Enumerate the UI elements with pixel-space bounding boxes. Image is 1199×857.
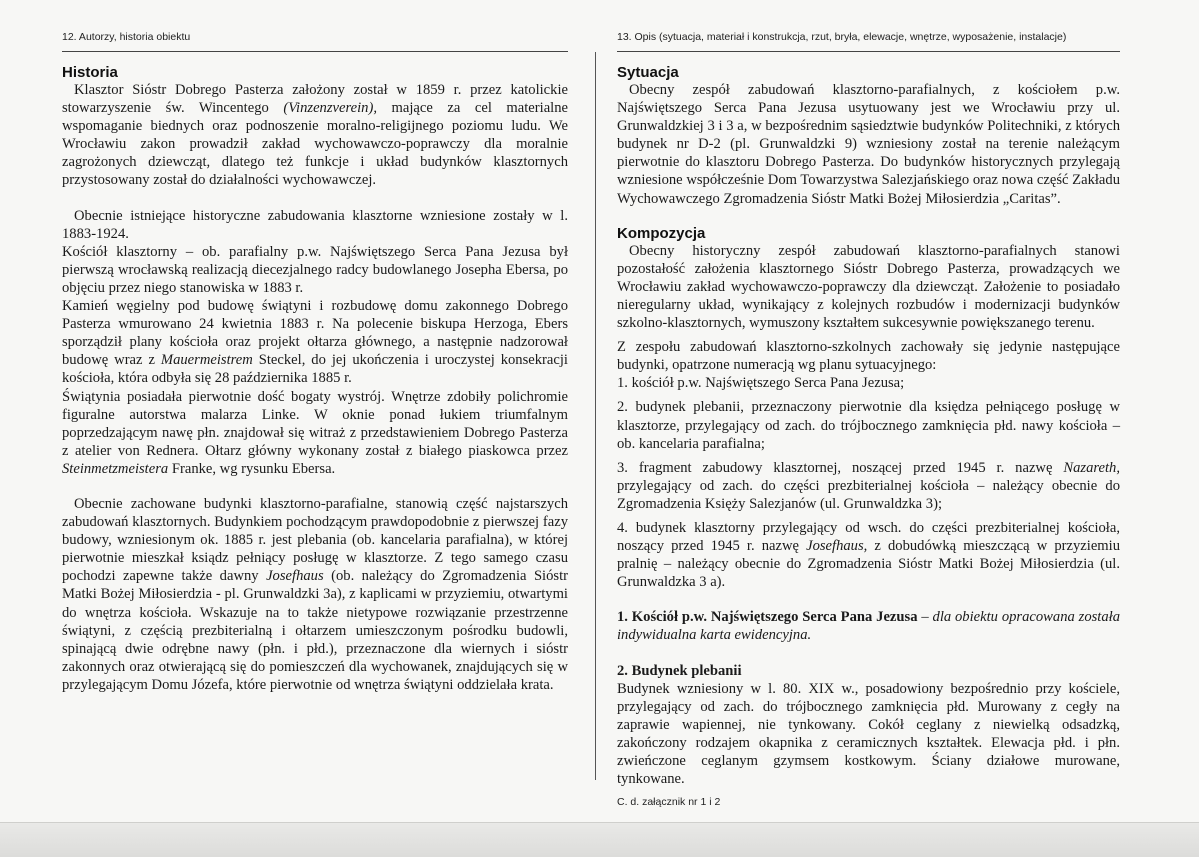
composition-paragraph-2: Z zespołu zabudowań klasztorno-szkolnych zachowały się jedynie następujące budynki, opatrzone numeracją wg planu sytuacyjnego: [617, 339, 1120, 374]
column-divider [595, 52, 596, 780]
presbytery-paragraph: Budynek wzniesiony w l. 80. XIX w., posadowiony bezpośrednio przy kościele, przylegający od zach. do trójbocznego zamknięcia płd. Murowany z cegły na zaprawie wapiennej, nie tynkowany. Cokół ceglany z niewielką odsadzką, zakończony rodzajem okapnika z ceramicznych kształtek. Elewacja płd. i płn. zwieńczone ceglanym gzymsem kostkowym. Ściany działowe murowane, tynkowane. [617, 680, 1120, 788]
history-section [62, 64, 568, 694]
history-title: Historia [62, 64, 118, 81]
situation-paragraph: Obecny zespół zabudowań klasztorno-parafialnych, z kościołem p.w. Najświętszego Serca Pana Jezusa usytuowany jest we Wrocławiu przy ul. Grunwaldzkiej 3 i 3 a, w bezpośrednim sąsiedztwie budynków Politechniki, z których budynek nr D-2 (pl. Grunwaldzki 9) wzniesiony został na terenie należącym pierwotnie do klasztoru Dobrego Pasterza. Do budynków historycznych przylegają wzniesione współcześnie Dom Towarzystwa Salezjańskiego oraz nowa część Zakładu Wychowawczego Zgromadzenia Sióstr Matki Bożej Miłosierdzia „Caritas”. [617, 82, 1120, 207]
history-paragraph-4: Kamień węgielny pod budowę świątyni i rozbudowę domu zakonnego Dobrego Pasterza wmurowano 24 kwietnia 1883 r. Na polecenie biskupa Herzoga, Ebers sporządził plany kościoła oraz projekt ołtarza głównego, a następnie nadzorował budowę wraz z Mauermeistrem Steckel, do jej ukończenia i uroczystej konsekracji kościoła, która odbyła się 28 października 1885 r. [62, 298, 568, 387]
list-item-1: 1. kościół p.w. Najświętszego Serca Pana Jezusa; [617, 375, 905, 392]
church-note: 1. Kościół p.w. Najświętszego Serca Pana Jezusa – dla obiektu opracowana została indywidualna karta ewidencyjna. [617, 609, 1120, 644]
list-item-4: 4. budynek klasztorny przylegający od wsch. do części prezbiterialnej kościoła, noszący przed 1945 r. nazwę Josefhaus, z dobudówką mieszczącą w przyziemiu pralnię – należący obecnie do Zgromadzenia Sióstr Matki Bożej Miłosierdzia (ul. Grunwaldzka 3 a). [617, 519, 1121, 591]
left-header-rule [62, 51, 568, 52]
history-paragraph-3: Kościół klasztorny – ob. parafialny p.w. Najświętszego Serca Pana Jezusa był pierwszą wrocławską realizacją diecezjalnego radcy budowlanego Josepha Ebersa, po objęciu przez niego stanowiska w 1883 r. [62, 243, 568, 296]
history-paragraph-2: Obecnie istniejące historyczne zabudowania klasztorne wzniesione zostały w l. 1883-1924. [62, 207, 568, 242]
situation-title: Sytuacja [617, 64, 679, 81]
list-item-2: 2. budynek plebanii, przeznaczony pierwotnie dla księdza pełniącego posługę w klasztorze, przylegający od zach. do trójbocznego zamknięcia płd. nawy kościoła – ob. kancelaria parafialna; [617, 399, 1120, 452]
left-column-header: 12. Autorzy, historia obiektu [62, 31, 191, 43]
attachment-note: C. d. załącznik nr 1 i 2 [617, 796, 721, 808]
right-column-header: 13. Opis (sytuacja, materiał i konstrukcja, rzut, bryła, elewacje, wnętrze, wyposażenie, instalacje) [617, 31, 1067, 43]
history-paragraph-6: Obecnie zachowane budynki klasztorno-parafialne, stanowią część najstarszych zabudowań klasztornych. Budynkiem pochodzącym prawdopodobnie z pierwszej fazy budowy, wzniesionym ok. 1885 r. jest plebania (ob. kancelaria parafialna), w której pierwotnie mieszkał ksiądz pełniący posługę w klasztorze. Z tego samego czasu pochodzi zapewne także dawny Josefhaus (ob. należący do Zgromadzenia Sióstr Matki Bożej Miłosierdzia - pl. Grunwaldzki 3a), z kaplicami w przyziemiu, otwartymi do wnętrza kościoła. Wskazuje na to także nietypowe rozwiązanie przestrzenne świątyni, z częścią prezbiterialną i ołtarzem umieszczonym pośrodku budowli, spinającą dwie odrębne nawy (płn. i płd.), przeznaczone dla wiernych i sióstr zakonnych oraz otwierającą się do pomieszczeń dla wychowanek, znajdujących się w przylegającym Domu Józefa, które pierwotnie od wnętrza świątyni oddzielała krata. [62, 495, 569, 693]
presbytery-title: 2. Budynek plebanii [617, 662, 742, 679]
history-paragraph-5: Świątynia posiadała pierwotnie dość bogaty wystrój. Wnętrze zdobiły polichromie figuralne autorstwa malarza Linke. W oknie ponad łukiem triumfalnym poprzedzającym nawę płn. znajdował się witraż z przedstawieniem Dobrego Pasterza z atelier von Rednera. Ołtarz główny wykonany został z białego piaskowca przez Steinmetzmeistera Franke, wg rysunku Ebersa. [62, 388, 568, 477]
description-section [617, 64, 1120, 788]
history-paragraph-1: Klasztor Sióstr Dobrego Pasterza założony został w 1859 r. przez katolickie stowarzyszenie św. Wincentego (Vinzenzverein), mające za cel materialne wspomaganie biednych oraz podnoszenie moralno-religijnego poziomu ludu. We Wrocławiu zakon prowadził zakład wychowawczo-poprawczy dla moralnie zagrożonych dziewcząt, dlatego też funkcje i układ budynków klasztornych przystosowany został do działalności wychowawczej. [62, 82, 569, 189]
composition-paragraph-1: Obecny historyczny zespół zabudowań klasztorno-parafialnych stanowi pozostałość założenia klasztornego Sióstr Dobrego Pasterza, prowadzących we Wrocławiu zakład wychowawczo-poprawczy dla dziewcząt. Założenie to posiadało nieregularny układ, wynikający z kolejnych rozbudów i modernizacji budynków szkolno-klasztornych, wymuszony kształtem sukcesywnie powiększanego terenu. [617, 242, 1120, 332]
right-header-rule [617, 51, 1120, 52]
composition-title: Kompozycja [617, 224, 706, 242]
scan-bottom-edge [0, 822, 1199, 857]
list-item-3: 3. fragment zabudowy klasztornej, noszącej przed 1945 r. nazwę Nazareth, przylegający od zach. do części prezbiterialnej kościoła – należący obecnie do Zgromadzenia Księży Salezjanów (ul. Grunwaldzka 3); [617, 459, 1120, 512]
